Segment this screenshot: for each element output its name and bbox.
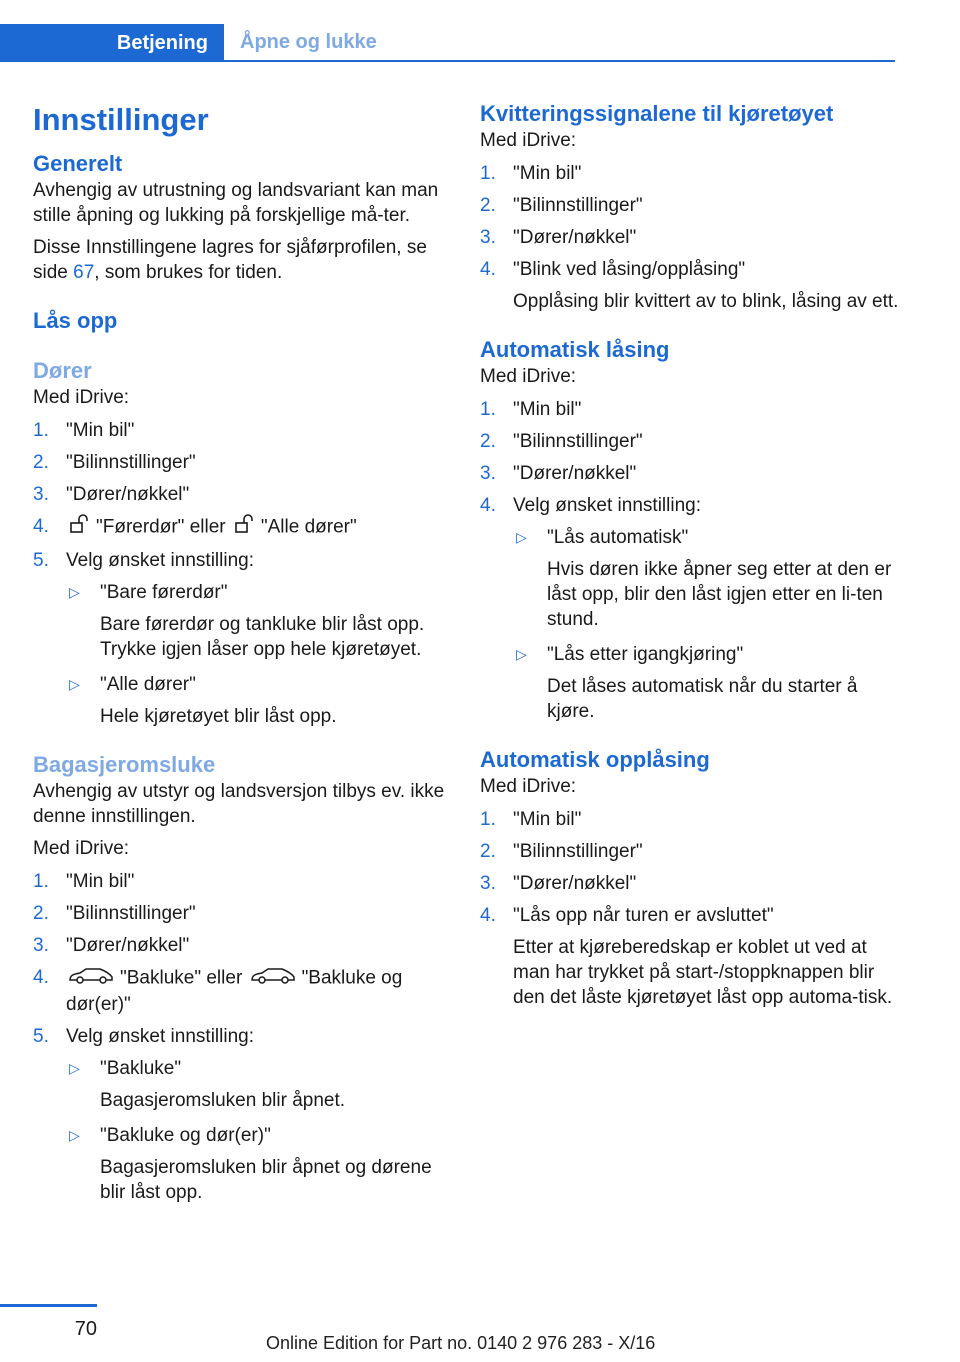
- list-item: [480, 807, 900, 832]
- step-text: "Bakluke" eller: [120, 967, 243, 989]
- step-text: "Bakluke og dør(er)": [66, 967, 403, 1015]
- edition-text: Online Edition for Part no. 0140 2 976 283 - X/16: [266, 1333, 656, 1353]
- list-item: [33, 965, 453, 1017]
- list-item: [480, 193, 900, 218]
- option-label: "Alle dører": [100, 674, 196, 695]
- step-text: "Alle dører": [260, 516, 357, 538]
- list-item: [480, 493, 900, 724]
- ack-intro: Med iDrive:: [480, 130, 577, 151]
- page-reference-link[interactable]: 67: [73, 262, 95, 283]
- general-paragraph-1: Avhengig av utrustning og landsvariant kan man stille åpning og lukking på forskjellige må-ter.: [33, 180, 439, 226]
- step-text: Velg ønsket innstilling:: [66, 550, 254, 571]
- autolock-options-list: [513, 525, 900, 724]
- trunk-paragraph: Avhengig av utstyr og landsversjon tilbys ev. ikke denne innstillingen.: [33, 781, 445, 827]
- option-description: Bagasjeromsluken blir åpnet.: [100, 1090, 346, 1111]
- step-number: 3.: [33, 484, 49, 505]
- option-description: Bare førerdør og tankluke blir låst opp. Trykke igjen låser opp hele kjøretøyet.: [100, 614, 425, 660]
- step-text: "Dører/nøkkel": [513, 873, 637, 894]
- step-number: 3.: [480, 463, 496, 484]
- step-number: 1.: [480, 809, 496, 830]
- step-text: "Bilinnstillinger": [513, 195, 643, 216]
- list-item: [33, 514, 453, 541]
- step-number: 1.: [480, 399, 496, 420]
- page-header: [0, 24, 895, 62]
- tab-apne-og-lukke[interactable]: Åpne og lukke: [240, 30, 377, 53]
- step-text: "Bilinnstillinger": [513, 841, 643, 862]
- triangle-bullet-icon: ▷: [69, 676, 80, 692]
- left-column: [33, 100, 453, 1215]
- lock-open-icon: [68, 514, 90, 541]
- step-text: "Dører/nøkkel": [66, 935, 190, 956]
- list-item: [480, 461, 900, 486]
- step-text: Velg ønsket innstilling:: [513, 495, 701, 516]
- trunk-steps-list: [33, 869, 453, 1205]
- option-description: Bagasjeromsluken blir åpnet og dørene blir låst opp.: [100, 1157, 432, 1203]
- step-text: "Dører/nøkkel": [66, 484, 190, 505]
- list-item: [480, 161, 900, 186]
- step-text: "Dører/nøkkel": [513, 463, 637, 484]
- triangle-bullet-icon: ▷: [69, 1127, 80, 1143]
- doors-intro: Med iDrive:: [33, 387, 130, 408]
- option-label: "Bakluke": [100, 1058, 182, 1079]
- option-description: Hvis døren ikke åpner seg etter at den er låst opp, blir den låst igjen etter en li-ten stund.: [547, 559, 892, 630]
- option-label: "Bakluke og dør(er)": [100, 1125, 271, 1146]
- trunk-intro: Med iDrive:: [33, 838, 130, 859]
- step-number: 1.: [480, 163, 496, 184]
- step-number: 4.: [33, 516, 49, 537]
- step-text: Velg ønsket innstilling:: [66, 1026, 254, 1047]
- step-description: Etter at kjøreberedskap er koblet ut ved at man har trykket på start-/stoppknappen blir den det låste kjøretøyet låst opp automa-tisk.: [513, 937, 893, 1008]
- autolock-steps-list: [480, 397, 900, 724]
- option-description: Hele kjøretøyet blir låst opp.: [100, 706, 337, 727]
- option-label: "Lås etter igangkjøring": [547, 644, 744, 665]
- list-item: [33, 418, 453, 443]
- autounlock-steps-list: [480, 807, 900, 1010]
- heading-automatisk-opplasing: Automatisk opplåsing: [480, 747, 710, 772]
- page-number: 70: [74, 1318, 97, 1340]
- step-text: "Min bil": [513, 163, 582, 184]
- list-item: [513, 642, 900, 724]
- step-text: "Min bil": [513, 809, 582, 830]
- doors-options-list: [66, 580, 453, 729]
- list-item: [33, 869, 453, 894]
- list-item: [480, 225, 900, 250]
- list-item: [33, 1024, 453, 1205]
- step-text: "Lås opp når turen er avsluttet": [513, 905, 774, 926]
- heading-dorer: Dører: [33, 358, 92, 383]
- step-number: 4.: [480, 905, 496, 926]
- option-label: "Lås automatisk": [547, 527, 689, 548]
- step-number: 5.: [33, 550, 49, 571]
- list-item: [66, 1123, 453, 1205]
- footer-rule: [0, 1304, 97, 1307]
- step-text: "Min bil": [513, 399, 582, 420]
- triangle-bullet-icon: ▷: [516, 646, 527, 662]
- step-number: 4.: [480, 259, 496, 280]
- step-text: "Førerdør" eller: [96, 516, 226, 538]
- list-item: [480, 429, 900, 454]
- step-text: "Min bil": [66, 871, 135, 892]
- step-text: "Blink ved låsing/opplåsing": [513, 259, 746, 280]
- step-text: "Bilinnstillinger": [513, 431, 643, 452]
- heading-automatisk-lasing: Automatisk låsing: [480, 337, 670, 362]
- page-title: Innstillinger: [33, 102, 209, 137]
- step-text: "Min bil": [66, 420, 135, 441]
- trunk-options-list: [66, 1056, 453, 1205]
- step-number: 1.: [33, 420, 49, 441]
- step-number: 4.: [33, 967, 49, 988]
- heading-generelt: Generelt: [33, 151, 123, 176]
- tab-betjening[interactable]: Betjening: [0, 24, 224, 62]
- step-number: 2.: [33, 903, 49, 924]
- step-text: "Bilinnstillinger": [66, 903, 196, 924]
- step-number: 3.: [480, 227, 496, 248]
- step-number: 4.: [480, 495, 496, 516]
- triangle-bullet-icon: ▷: [69, 1060, 80, 1076]
- triangle-bullet-icon: ▷: [69, 584, 80, 600]
- list-item: [33, 548, 453, 729]
- step-text: "Bilinnstillinger": [66, 452, 196, 473]
- doors-steps-list: [33, 418, 453, 729]
- step-number: 1.: [33, 871, 49, 892]
- list-item: [480, 257, 900, 314]
- step-text: "Dører/nøkkel": [513, 227, 637, 248]
- autounlock-intro: Med iDrive:: [480, 776, 577, 797]
- list-item: [480, 871, 900, 896]
- list-item: [480, 839, 900, 864]
- step-number: 5.: [33, 1026, 49, 1047]
- list-item: [66, 580, 453, 662]
- list-item: [33, 933, 453, 958]
- list-item: [480, 903, 900, 1010]
- right-column: [480, 100, 900, 1018]
- step-number: 3.: [33, 935, 49, 956]
- list-item: [66, 1056, 453, 1113]
- step-number: 2.: [480, 431, 496, 452]
- lock-open-icon: [233, 514, 255, 541]
- heading-kvitteringssignalene: Kvitteringssignalene til kjøretøyet: [480, 101, 834, 126]
- option-label: "Bare førerdør": [100, 582, 228, 603]
- step-number: 3.: [480, 873, 496, 894]
- list-item: [480, 397, 900, 422]
- heading-bagasjeromsluke: Bagasjeromsluke: [33, 752, 216, 777]
- list-item: [66, 672, 453, 729]
- list-item: [33, 450, 453, 475]
- car-icon: [250, 965, 296, 992]
- step-number: 2.: [480, 195, 496, 216]
- general-text-b: , som brukes for tiden.: [94, 262, 283, 283]
- option-description: Det låses automatisk når du starter å kjøre.: [547, 676, 858, 722]
- step-number: 2.: [480, 841, 496, 862]
- list-item: [513, 525, 900, 632]
- list-item: [33, 901, 453, 926]
- autolock-intro: Med iDrive:: [480, 366, 577, 387]
- car-icon: [68, 965, 114, 992]
- triangle-bullet-icon: ▷: [516, 529, 527, 545]
- general-text-a: Disse Innstillingene lagres for sjåførprofilen, se side: [33, 237, 427, 283]
- step-number: 2.: [33, 452, 49, 473]
- ack-steps-list: [480, 161, 900, 314]
- heading-las-opp: Lås opp: [33, 308, 118, 333]
- list-item: [33, 482, 453, 507]
- general-paragraph-2: [33, 235, 453, 285]
- step-description: Opplåsing blir kvittert av to blink, låsing av ett.: [513, 291, 899, 312]
